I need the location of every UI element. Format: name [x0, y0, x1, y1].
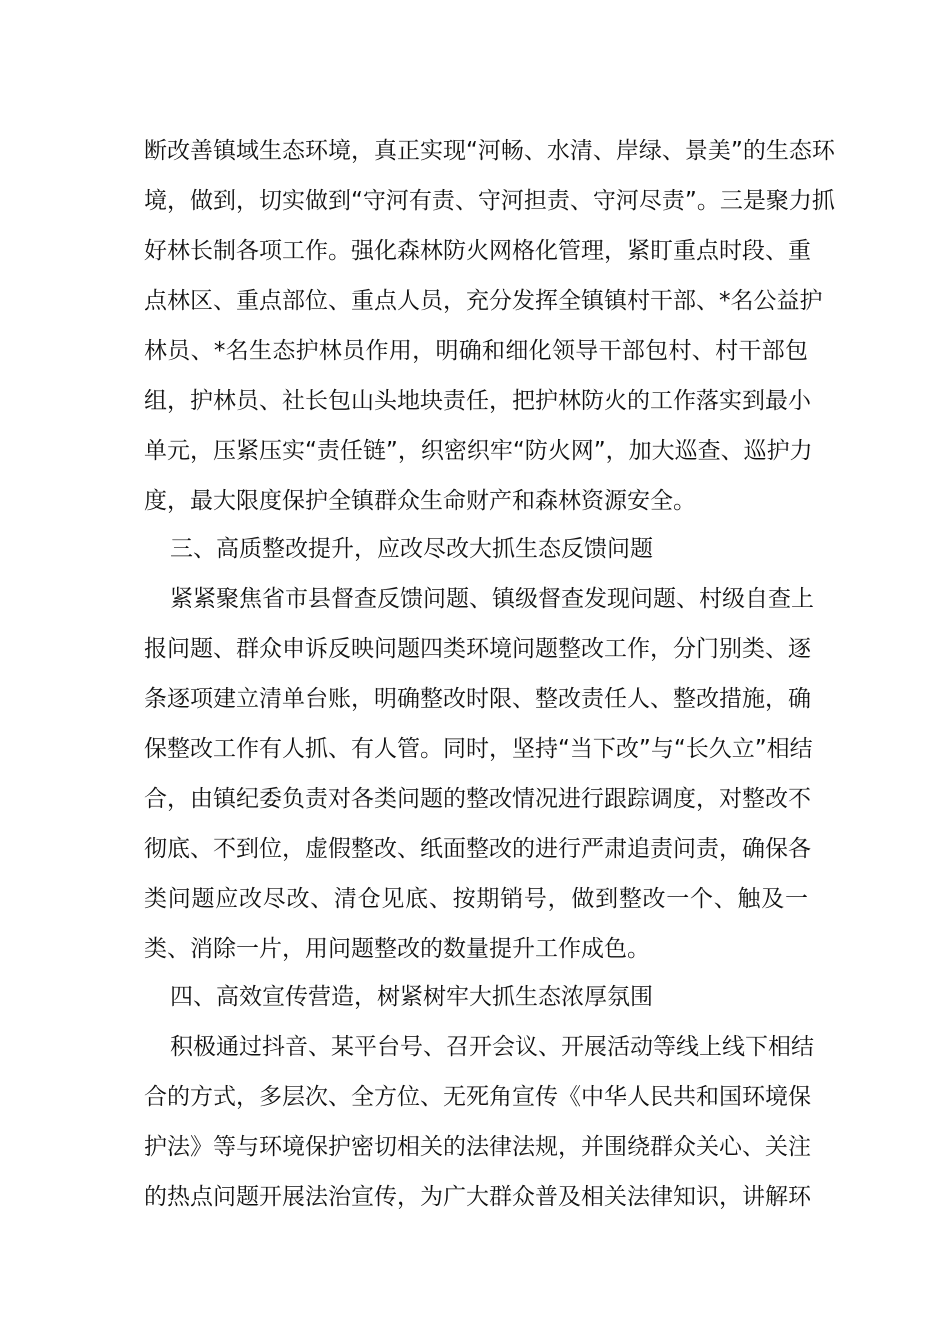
body-text-line: 单元，压紧压实“责任链”，织密织牢“防火网”，加大巡查、巡护力 [144, 438, 813, 464]
body-text-line: 类、消除一片，用问题整改的数量提升工作成色。 [144, 936, 650, 962]
body-text-line: 度，最大限度保护全镇群众生命财产和森林资源安全。 [144, 488, 696, 514]
body-text-line: 组，护林员、社长包山头地块责任，把护林防火的工作落实到最小 [144, 388, 811, 414]
body-text-line: 积极通过抖音、某平台号、召开会议、开展活动等线上线下相结 [170, 1034, 814, 1060]
body-text-line: 的热点问题开展法治宣传，为广大群众普及相关法律知识，讲解环 [144, 1184, 811, 1210]
body-text-line: 报问题、群众申诉反映问题四类环境问题整改工作，分门别类、逐 [144, 636, 811, 662]
body-text-line: 合，由镇纪委负责对各类问题的整改情况进行跟踪调度，对整改不 [144, 786, 811, 812]
body-text-line: 林员、*名生态护林员作用，明确和细化领导干部包村、村干部包 [144, 338, 808, 364]
body-text-line: 护法》等与环境保护密切相关的法律法规，并围绕群众关心、关注 [144, 1134, 811, 1160]
body-text-line: 彻底、不到位，虚假整改、纸面整改的进行严肃追责问责，确保各 [144, 836, 811, 862]
section-heading: 四、高效宣传营造，树紧树牢大抓生态浓厚氛围 [170, 984, 653, 1010]
body-text-line: 紧紧聚焦省市县督查反馈问题、镇级督查发现问题、村级自查上 [170, 586, 814, 612]
body-text-line: 类问题应改尽改、清仓见底、按期销号，做到整改一个、触及一 [144, 886, 808, 912]
body-text-line: 条逐项建立清单台账，明确整改时限、整改责任人、整改措施，确 [144, 686, 811, 712]
body-text-line: 点林区、重点部位、重点人员，充分发挥全镇镇村干部、*名公益护 [144, 288, 823, 314]
body-text-line: 好林长制各项工作。强化森林防火网格化管理，紧盯重点时段、重 [144, 238, 811, 264]
section-heading: 三、高质整改提升，应改尽改大抓生态反馈问题 [170, 536, 653, 562]
body-text-line: 保整改工作有人抓、有人管。同时，坚持“当下改”与“长久立”相结 [144, 736, 813, 762]
body-text-line: 合的方式，多层次、全方位、无死角宣传《中华人民共和国环境保 [144, 1084, 811, 1110]
body-text-line: 断改善镇域生态环境，真正实现“河畅、水清、岸绿、景美”的生态环 [144, 138, 835, 164]
body-text-line: 境，做到，切实做到“守河有责、守河担责、守河尽责”。三是聚力抓 [144, 188, 835, 214]
